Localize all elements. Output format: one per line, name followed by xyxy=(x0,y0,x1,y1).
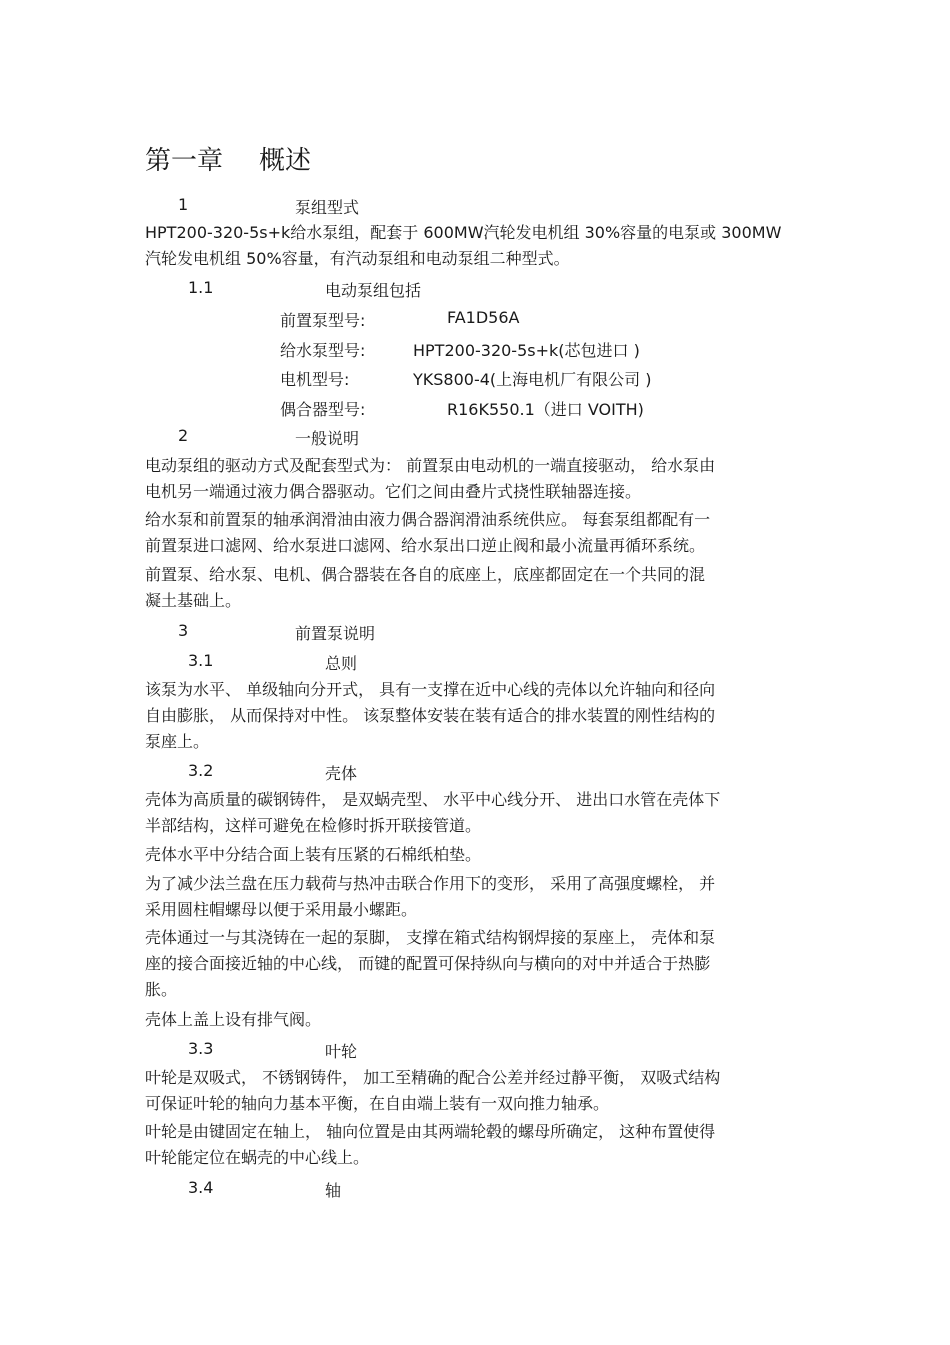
paragraph-line: 自由膨胀， 从而保持对中性。 该泵整体安装在装有适合的排水装置的刚性结构的 xyxy=(145,706,716,725)
section-number: 3 xyxy=(178,621,189,640)
paragraph-line: 半部结构，这样可避免在检修时拆开联接管道。 xyxy=(145,816,482,835)
paragraph-line: 壳体上盖上设有排气阀。 xyxy=(145,1010,322,1029)
spec-label: 前置泵型号: xyxy=(280,311,366,330)
section-title: 轴 xyxy=(325,1181,342,1200)
paragraph-line: 采用圆柱帽螺母以便于采用最小螺距。 xyxy=(145,900,418,919)
spec-label: 偶合器型号: xyxy=(280,400,366,419)
paragraph xyxy=(145,1119,810,1171)
spec-label: 电机型号: xyxy=(280,370,350,389)
paragraph xyxy=(145,1065,810,1117)
paragraph-line: 可保证叶轮的轴向力基本平衡，在自由端上装有一双向推力轴承。 xyxy=(145,1094,610,1113)
paragraph-line: 前置泵进口滤网、给水泵进口滤网、给水泵出口逆止阀和最小流量再循环系统。 xyxy=(145,536,706,555)
chapter-title: 概述 xyxy=(259,146,312,176)
spec-value: HPT200-320-5s+k(芯包进口 ) xyxy=(413,341,640,360)
paragraph xyxy=(145,507,810,559)
paragraph-line: HPT200-320-5s+k给水泵组，配套于 600MW汽轮发电机组 30%容量的电泵或 300MW xyxy=(145,223,782,242)
section-title: 电动泵组包括 xyxy=(325,281,422,300)
section-number: 3.2 xyxy=(188,761,214,780)
paragraph-line: 汽轮发电机组 50%容量，有汽动泵组和电动泵组二种型式。 xyxy=(145,249,570,268)
section-title: 一般说明 xyxy=(295,429,360,448)
spec-value: YKS800-4(上海电机厂有限公司 ) xyxy=(413,370,652,389)
section-title: 总则 xyxy=(325,654,358,673)
spec-value: FA1D56A xyxy=(447,308,520,327)
paragraph-line: 电动泵组的驱动方式及配套型式为： 前置泵由电动机的一端直接驱动， 给水泵由 xyxy=(145,456,716,475)
paragraph-line: 叶轮是双吸式， 不锈钢铸件， 加工至精确的配合公差并经过静平衡， 双吸式结构 xyxy=(145,1068,721,1087)
paragraph xyxy=(145,925,810,1003)
paragraph-line: 壳体为高质量的碳钢铸件， 是双蜗壳型、 水平中心线分开、 进出口水管在壳体下 xyxy=(145,790,721,809)
paragraph-line: 该泵为水平、 单级轴向分开式， 具有一支撑在近中心线的壳体以允许轴向和径向 xyxy=(145,680,716,699)
section-number: 3.3 xyxy=(188,1039,214,1058)
paragraph-line: 壳体通过一与其浇铸在一起的泵脚， 支撑在箱式结构钢焊接的泵座上， 壳体和泵 xyxy=(145,928,716,947)
paragraph xyxy=(145,220,810,272)
spec-label: 给水泵型号: xyxy=(280,341,366,360)
section-title: 前置泵说明 xyxy=(295,624,376,643)
paragraph xyxy=(145,1007,810,1033)
paragraph-line: 叶轮是由键固定在轴上， 轴向位置是由其两端轮毂的螺母所确定， 这种布置使得 xyxy=(145,1122,716,1141)
chapter-number: 第一章 xyxy=(145,146,224,176)
paragraph-line: 给水泵和前置泵的轴承润滑油由液力偶合器润滑油系统供应。 每套泵组都配有一 xyxy=(145,510,711,529)
spec-value: R16K550.1（进口 VOITH) xyxy=(447,400,644,419)
paragraph-line: 座的接合面接近轴的中心线， 而键的配置可保持纵向与横向的对中并适合于热膨 xyxy=(145,954,711,973)
paragraph-line: 凝土基础上。 xyxy=(145,591,242,610)
paragraph-line: 叶轮能定位在蜗壳的中心线上。 xyxy=(145,1148,370,1167)
paragraph-line: 电机另一端通过液力偶合器驱动。它们之间由叠片式挠性联轴器连接。 xyxy=(145,482,642,501)
paragraph xyxy=(145,842,810,868)
paragraph-line: 前置泵、给水泵、电机、偶合器装在各自的底座上，底座都固定在一个共同的混 xyxy=(145,565,706,584)
section-number: 3.1 xyxy=(188,651,214,670)
section-number: 3.4 xyxy=(188,1178,214,1197)
section-title: 叶轮 xyxy=(325,1042,358,1061)
paragraph-line: 胀。 xyxy=(145,980,178,999)
paragraph xyxy=(145,453,810,505)
section-number: 2 xyxy=(178,426,189,445)
paragraph xyxy=(145,787,810,839)
paragraph xyxy=(145,871,810,923)
paragraph-line: 壳体水平中分结合面上装有压紧的石棉纸柏垫。 xyxy=(145,845,482,864)
paragraph-line: 为了减少法兰盘在压力载荷与热冲击联合作用下的变形， 采用了高强度螺栓， 并 xyxy=(145,874,716,893)
paragraph xyxy=(145,677,810,755)
section-title: 泵组型式 xyxy=(295,198,360,217)
chapter-heading xyxy=(145,140,311,177)
paragraph-line: 泵座上。 xyxy=(145,732,210,751)
section-number: 1 xyxy=(178,195,189,214)
section-number: 1.1 xyxy=(188,278,214,297)
paragraph xyxy=(145,562,810,614)
section-title: 壳体 xyxy=(325,764,358,783)
